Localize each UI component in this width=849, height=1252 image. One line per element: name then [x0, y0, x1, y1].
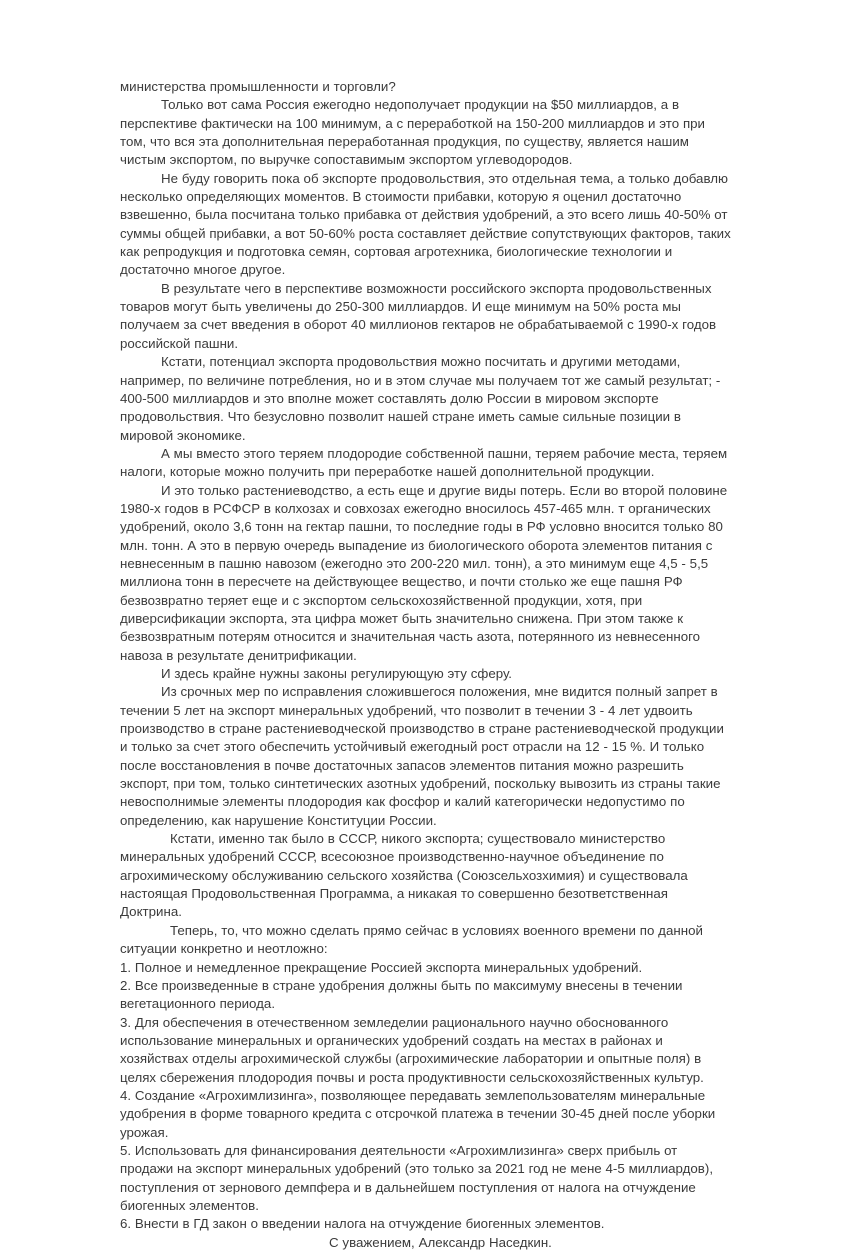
list-item-3: 3. Для обеспечения в отечественном земледелии рационального научно обоснованного использование минеральных и органических удобрений создать на местах в районах и хозяйствах отделы агрохимической службы (агрохимические лаборатории и опытные поля) в целях сбережения плодородия почвы и роста продуктивности сельскохозяйственных культур. — [120, 1014, 704, 1085]
paragraph-11: Теперь, то, что можно сделать прямо сейчас в условиях военного времени по данной ситуации конкретно и неотложно: — [120, 922, 703, 957]
paragraph-5: Кстати, потенциал экспорта продовольствия можно посчитать и другими методами, например, по величине потребления, но и в этом случае мы получаем тот же самый результат; - 400-500 миллиардов и это вполне может составлять долю России в мировом экспорте продовольствия. Что безусловно позволит нашей стране иметь самые сильные позиции в мировой экономике. — [120, 354, 721, 443]
document-text-body — [120, 78, 732, 1252]
list-item-6: 6. Внести в ГД закон о введении налога на отчуждение биогенных элементов. — [120, 1216, 605, 1232]
list-item-5: 5. Использовать для финансирования деятельности «Агрохимлизинга» сверх прибыль от продажи на экспорт минеральных удобрений (это только за 2021 год не мене 4-5 миллиардов), поступления от зернового демпфера и в дальнейшем поступления от налога на отчуждение биогенных элементов. — [120, 1142, 714, 1213]
paragraph-8: И здесь крайне нужны законы регулирующую эту сферу. — [161, 666, 513, 681]
paragraph-7: И это только растениеводство, а есть еще и другие виды потерь. Если во второй половине 1980-х годов в РСФСР в колхозах и совхозах ежегодно вносилось 457-465 млн. т органических удобрений, около 3,6 тонн на гектар пашни, то последние годы в РФ условно вносится только 80 млн. тонн. А это в первую очередь выпадение из биологического оборота элементов питания с невнесенным в пашню навозом (ежегодно это 200-220 мил. тонн), а это минимум еще 4,5 - 5,5 миллиона тонн в пересчете на действующее вещество, и почти столько же еще пашня РФ безвозвратно теряет еще и с экспортом сельскохозяйственной продукции, хотя, при диверсификации экспорта, эта цифра может быть значительно снижена. При этом также к безвозвратным потерям относится и значительная часть азота, потерянного из невнесенного навоза в результате денитрификации. — [120, 482, 728, 663]
list-item-4: 4. Создание «Агрохимлизинга», позволяющее передавать землепользователям минеральные удобрения в форме товарного кредита с отсрочкой платежа в течении 30-45 дней после уборки урожая. — [120, 1087, 716, 1140]
paragraph-2: Только вот сама Россия ежегодно недополучает продукции на $50 миллиардов, а в перспективе фактически на 100 минимум, а с переработкой на 150-200 миллиардов и это при том, что вся эта дополнительная переработанная продукция, по существу, является нашим чистым экспортом, по выручке сопоставимым экспортом углеводородов. — [120, 97, 705, 168]
paragraph-6: А мы вместо этого теряем плодородие собственной пашни, теряем рабочие места, теряем налоги, которые можно получить при переработке нашей дополнительной продукции. — [120, 445, 728, 480]
signature-line: С уважением, Александр Наседкин. — [329, 1234, 552, 1250]
paragraph-9: Из срочных мер по исправления сложившегося положения, мне видится полный запрет в течении 5 лет на экспорт минеральных удобрений, что позволит в течении 3 - 4 лет удвоить производство в стране растениеводческой производство в стране растениеводческой продукции и только за счет этого обеспечить устойчивый ежегодный рост отрасли на 12 - 15 %. И только после восстановления в почве достаточных запасов элементов питания можно разрешить экспорт, при том, только синтетических азотных удобрений, поскольку вывозить из страны такие невосполнимые элементы плодородия как фосфор и калий категорически недопустимо по определению, как нарушение Конституции России. — [120, 684, 724, 828]
paragraph-3: Не буду говорить пока об экспорте продовольствия, это отдельная тема, а только добавлю несколько определяющих моментов. В стоимости прибавки, которую я оценил достаточно взвешенно, была посчитана только прибавка от действия удобрений, а это всего лишь 40-50% от суммы общей прибавки, а вот 50-60% роста составляет действие сопутствующих факторов, таких как репродукция и подготовка семян, сортовая агротехника, биологические технологии и достаточно многое другое. — [120, 170, 731, 278]
list-item-2: 2. Все произведенные в стране удобрения должны быть по максимуму внесены в течении вегетационного периода. — [120, 977, 683, 1012]
paragraph-4: В результате чего в перспективе возможности российского экспорта продовольственных товаров могут быть увеличены до 250-300 миллиардов. И еще минимум на 50% роста мы получаем за счет введения в оборот 40 миллионов гектаров не обрабатываемой с 1990-х годов российской пашни. — [120, 280, 717, 351]
list-item-1: 1. Полное и немедленное прекращение Россией экспорта минеральных удобрений. — [120, 959, 643, 975]
paragraph-10: Кстати, именно так было в СССР, никого экспорта; существовало министерство минеральных удобрений СССР, всесоюзное производственно-научное объединение по агрохимическому обслуживанию сельского хозяйства (Союзсельхозхимия) и существовала настоящая Продовольственная Программа, а никакая то совершенно безответственная Доктрина. — [120, 831, 688, 920]
paragraph-continuation: министерства промышленности и торговли? — [120, 79, 396, 94]
